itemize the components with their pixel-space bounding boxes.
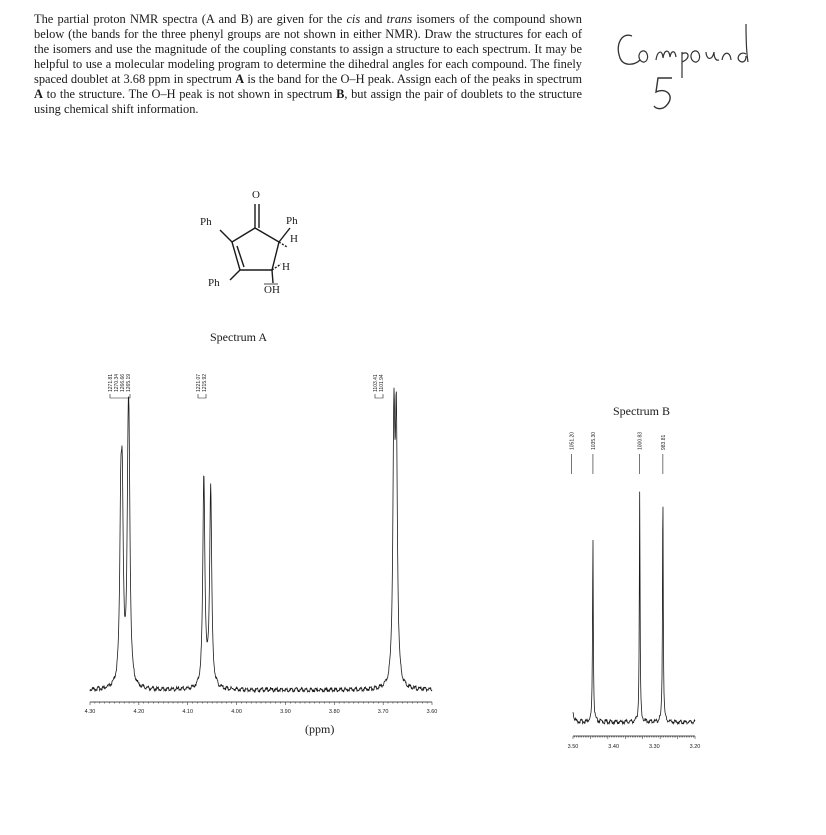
spectrum-b-tick-label: 3.20 (689, 744, 701, 750)
spectrum-a-x-axis-label: (ppm) (305, 722, 335, 736)
spectrum-a-peak-bracket (110, 394, 130, 398)
handwritten-note (610, 14, 770, 124)
problem-text-4: is the band for the O–H peak. Assign each of the peaks in spectrum (244, 72, 582, 86)
molecule-svg (180, 180, 330, 300)
spectrum-a-ref-2: A (34, 87, 43, 101)
spectrum-a-peak-label: 1215.92 (202, 373, 208, 392)
spectrum-a-peak-label: 1101.94 (379, 374, 385, 392)
spectrum-a-tick-label: 4.30 (84, 709, 96, 715)
spectrum-a-svg (80, 350, 440, 745)
spectrum-a-peak-bracket (375, 394, 383, 398)
trans-word: trans (386, 12, 413, 26)
spectrum-a-tick-label: 3.90 (280, 709, 291, 715)
hydrogen-label-top: H (290, 233, 298, 245)
spectrum-a-peak-label: 1265.19 (126, 373, 132, 392)
spectrum-a-tick-label: 3.80 (328, 709, 340, 715)
problem-text-1: The partial proton NMR spectra (A and B) are given for the (34, 12, 347, 26)
spectrum-a-title: Spectrum A (210, 330, 267, 344)
cyclopentenone-ring (220, 204, 290, 283)
spectrum-a-tick-label: 3.60 (426, 709, 438, 715)
spectrum-a-tick-label: 4.00 (231, 709, 242, 715)
spectrum-a-tick-label: 4.20 (133, 709, 145, 715)
spectrum-b-svg (555, 418, 715, 758)
problem-text-2: and (360, 12, 387, 26)
handwritten-word: Compound (680, 118, 685, 119)
spectrum-b-tick-label: 3.30 (648, 744, 660, 750)
spectrum-b-ref: B (336, 87, 345, 101)
molecule-structure (180, 180, 330, 300)
spectrum-a-ref-1: A (235, 72, 245, 86)
problem-text-6: , but assign the pair of doublets to the structure using chemical shift information. (34, 87, 582, 116)
handwritten-number: 5 (684, 120, 685, 121)
spectrum-b-peak-label: 983.81 (660, 434, 667, 450)
phenyl-label-top-right: Ph (286, 215, 298, 227)
problem-text-3: isomers of the compound shown below (the bands for the three phenyl groups are not shown in either NMR). Draw the structures for each of the isomers and use the magnitude of the coupling constants to assign a structure to each spectrum. It may be helpful to use a molecular modeling program to determine the dihedral angles for each compound. The finely spaced doublet at 3.68 ppm in spectrum (34, 12, 582, 86)
spectrum-b-tick-label: 3.50 (567, 744, 579, 750)
spectrum-a-peak-label: 1266.66 (120, 373, 126, 392)
spectrum-a-peak-bracket (198, 394, 206, 398)
spectrum-b-chart (555, 418, 715, 758)
spectrum-a-peak-label: 1103.41 (373, 374, 379, 392)
spectrum-b-peak-label: 1035.30 (590, 431, 597, 450)
spectrum-a-peak-label: 1271.81 (108, 373, 114, 392)
problem-text-5: to the structure. The O–H peak is not shown in spectrum (42, 87, 337, 101)
oxygen-label: O (252, 189, 260, 201)
spectrum-b-title: Spectrum B (613, 404, 670, 418)
cis-word: cis (346, 12, 361, 26)
spectrum-a-trace (90, 388, 432, 692)
hydrogen-label-bottom: H (282, 261, 290, 273)
spectrum-b-tick-label: 3.40 (608, 744, 620, 750)
spectrum-a-chart (80, 350, 440, 745)
spectrum-a-tick-label: 3.70 (377, 709, 389, 715)
spectrum-b-trace (573, 492, 695, 724)
problem-statement (34, 12, 582, 117)
spectrum-a-peak-label: 1270.34 (114, 373, 120, 392)
spectrum-b-peak-label: 1051.20 (569, 431, 576, 450)
phenyl-label-top-left: Ph (200, 216, 212, 228)
hydroxyl-label: OH (264, 284, 280, 296)
spectrum-b-peak-label: 1000.83 (637, 431, 644, 450)
spectrum-a-peak-label: 1221.07 (196, 373, 202, 392)
handwritten-note-svg (610, 14, 770, 124)
phenyl-label-bottom: Ph (208, 277, 220, 289)
spectrum-a-tick-label: 4.10 (182, 709, 194, 715)
